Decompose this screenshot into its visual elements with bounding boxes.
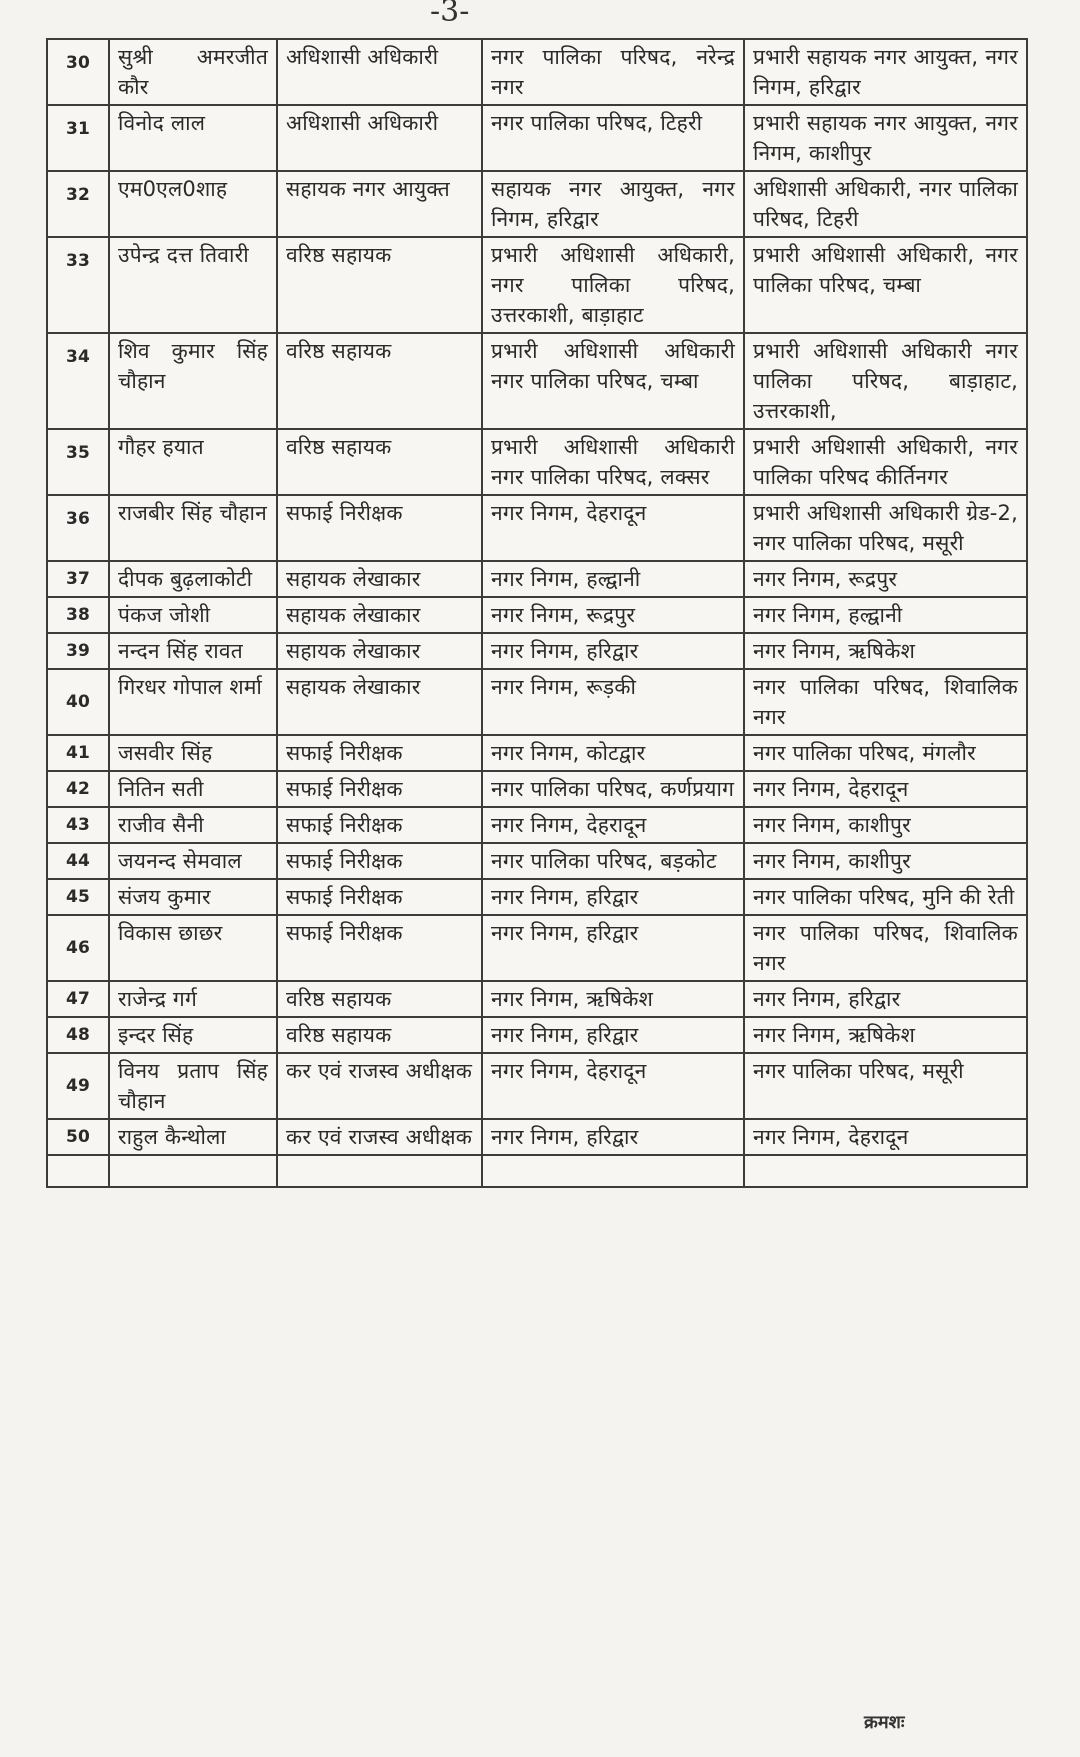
new-posting-cell: प्रभारी अधिशासी अधिकारी, नगर पालिका परिषद, चम्बा	[744, 237, 1027, 333]
employee-name-cell: उपेन्द्र दत्त तिवारी	[109, 237, 277, 333]
serial-number-cell: 34	[47, 333, 109, 429]
employee-name-cell: नितिन सती	[109, 771, 277, 807]
transfer-table-body	[47, 39, 1027, 1187]
table-row	[47, 561, 1027, 597]
new-posting-cell: नगर पालिका परिषद, शिवालिक नगर	[744, 915, 1027, 981]
current-posting-cell: नगर निगम, देहरादून	[482, 807, 744, 843]
current-posting-cell: नगर पालिका परिषद, नरेन्द्र नगर	[482, 39, 744, 105]
designation-cell: वरिष्ठ सहायक	[277, 429, 482, 495]
table-row	[47, 429, 1027, 495]
current-posting-cell: नगर निगम, देहरादून	[482, 495, 744, 561]
table-row	[47, 1119, 1027, 1155]
table-row	[47, 333, 1027, 429]
employee-name-cell: राजेन्द्र गर्ग	[109, 981, 277, 1017]
new-posting-cell: नगर निगम, हरिद्वार	[744, 981, 1027, 1017]
employee-name-cell: इन्दर सिंह	[109, 1017, 277, 1053]
transfer-table	[46, 38, 1028, 1188]
current-posting-cell: नगर पालिका परिषद, बड़कोट	[482, 843, 744, 879]
designation-cell: सहायक नगर आयुक्त	[277, 171, 482, 237]
employee-name-cell: पंकज जोशी	[109, 597, 277, 633]
designation-cell: अधिशासी अधिकारी	[277, 105, 482, 171]
new-posting-cell: नगर पालिका परिषद, मसूरी	[744, 1053, 1027, 1119]
new-posting-cell: नगर पालिका परिषद, शिवालिक नगर	[744, 669, 1027, 735]
employee-name-cell: गिरधर गोपाल शर्मा	[109, 669, 277, 735]
serial-number-cell: 50	[47, 1119, 109, 1155]
designation-cell: कर एवं राजस्व अधीक्षक	[277, 1053, 482, 1119]
serial-number-cell: 49	[47, 1053, 109, 1119]
employee-name-cell: सुश्री अमरजीत कौर	[109, 39, 277, 105]
serial-number-cell: 36	[47, 495, 109, 561]
new-posting-cell: नगर निगम, काशीपुर	[744, 807, 1027, 843]
employee-name-cell: राजबीर सिंह चौहान	[109, 495, 277, 561]
new-posting-cell: नगर निगम, देहरादून	[744, 1119, 1027, 1155]
continued-note: क्रमशः	[864, 1712, 905, 1733]
new-posting-cell: प्रभारी सहायक नगर आयुक्त, नगर निगम, काशीपुर	[744, 105, 1027, 171]
table-row	[47, 633, 1027, 669]
empty-cell	[47, 1155, 109, 1187]
page-number-marker: -3-	[430, 0, 470, 29]
table-row	[47, 1053, 1027, 1119]
designation-cell: सफाई निरीक्षक	[277, 807, 482, 843]
table-row	[47, 669, 1027, 735]
designation-cell: अधिशासी अधिकारी	[277, 39, 482, 105]
designation-cell: वरिष्ठ सहायक	[277, 1017, 482, 1053]
table-row	[47, 105, 1027, 171]
serial-number-cell: 35	[47, 429, 109, 495]
employee-name-cell: शिव कुमार सिंह चौहान	[109, 333, 277, 429]
serial-number-cell: 47	[47, 981, 109, 1017]
designation-cell: कर एवं राजस्व अधीक्षक	[277, 1119, 482, 1155]
employee-name-cell: जसवीर सिंह	[109, 735, 277, 771]
serial-number-cell: 30	[47, 39, 109, 105]
serial-number-cell: 32	[47, 171, 109, 237]
new-posting-cell: नगर पालिका परिषद, मुनि की रेती	[744, 879, 1027, 915]
new-posting-cell: अधिशासी अधिकारी, नगर पालिका परिषद, टिहरी	[744, 171, 1027, 237]
employee-name-cell: एम0एल0शाह	[109, 171, 277, 237]
employee-name-cell: नन्दन सिंह रावत	[109, 633, 277, 669]
empty-table-row	[47, 1155, 1027, 1187]
empty-cell	[744, 1155, 1027, 1187]
current-posting-cell: नगर निगम, हरिद्वार	[482, 633, 744, 669]
table-row	[47, 171, 1027, 237]
serial-number-cell: 37	[47, 561, 109, 597]
transfer-list-sheet	[46, 38, 1026, 1188]
empty-cell	[277, 1155, 482, 1187]
serial-number-cell: 44	[47, 843, 109, 879]
designation-cell: सहायक लेखाकार	[277, 669, 482, 735]
serial-number-cell: 39	[47, 633, 109, 669]
current-posting-cell: नगर निगम, हरिद्वार	[482, 1119, 744, 1155]
table-row	[47, 495, 1027, 561]
new-posting-cell: नगर निगम, हल्द्वानी	[744, 597, 1027, 633]
serial-number-cell: 48	[47, 1017, 109, 1053]
current-posting-cell: नगर निगम, देहरादून	[482, 1053, 744, 1119]
new-posting-cell: नगर निगम, ऋषिकेश	[744, 1017, 1027, 1053]
table-row	[47, 807, 1027, 843]
empty-cell	[109, 1155, 277, 1187]
current-posting-cell: नगर निगम, हरिद्वार	[482, 915, 744, 981]
current-posting-cell: प्रभारी अधिशासी अधिकारी, नगर पालिका परिषद, उत्तरकाशी, बाड़ाहाट	[482, 237, 744, 333]
serial-number-cell: 46	[47, 915, 109, 981]
current-posting-cell: नगर पालिका परिषद, कर्णप्रयाग	[482, 771, 744, 807]
serial-number-cell: 31	[47, 105, 109, 171]
designation-cell: सफाई निरीक्षक	[277, 495, 482, 561]
table-row	[47, 915, 1027, 981]
serial-number-cell: 45	[47, 879, 109, 915]
employee-name-cell: गौहर हयात	[109, 429, 277, 495]
new-posting-cell: प्रभारी अधिशासी अधिकारी नगर पालिका परिषद, बाड़ाहाट, उत्तरकाशी,	[744, 333, 1027, 429]
new-posting-cell: नगर निगम, देहरादून	[744, 771, 1027, 807]
designation-cell: वरिष्ठ सहायक	[277, 237, 482, 333]
current-posting-cell: नगर निगम, हल्द्वानी	[482, 561, 744, 597]
designation-cell: सहायक लेखाकार	[277, 633, 482, 669]
employee-name-cell: संजय कुमार	[109, 879, 277, 915]
current-posting-cell: नगर निगम, रूड़की	[482, 669, 744, 735]
table-row	[47, 39, 1027, 105]
current-posting-cell: नगर निगम, हरिद्वार	[482, 879, 744, 915]
current-posting-cell: नगर निगम, ऋषिकेश	[482, 981, 744, 1017]
employee-name-cell: विनय प्रताप सिंह चौहान	[109, 1053, 277, 1119]
table-row	[47, 843, 1027, 879]
serial-number-cell: 42	[47, 771, 109, 807]
table-row	[47, 237, 1027, 333]
employee-name-cell: जयनन्द सेमवाल	[109, 843, 277, 879]
designation-cell: सहायक लेखाकार	[277, 561, 482, 597]
current-posting-cell: प्रभारी अधिशासी अधिकारी नगर पालिका परिषद, चम्बा	[482, 333, 744, 429]
table-row	[47, 1017, 1027, 1053]
new-posting-cell: नगर निगम, रूद्रपुर	[744, 561, 1027, 597]
serial-number-cell: 43	[47, 807, 109, 843]
current-posting-cell: नगर निगम, रूद्रपुर	[482, 597, 744, 633]
new-posting-cell: नगर पालिका परिषद, मंगलौर	[744, 735, 1027, 771]
designation-cell: सफाई निरीक्षक	[277, 879, 482, 915]
current-posting-cell: नगर निगम, हरिद्वार	[482, 1017, 744, 1053]
current-posting-cell: नगर निगम, कोटद्वार	[482, 735, 744, 771]
designation-cell: सफाई निरीक्षक	[277, 843, 482, 879]
new-posting-cell: नगर निगम, काशीपुर	[744, 843, 1027, 879]
new-posting-cell: प्रभारी अधिशासी अधिकारी ग्रेड-2, नगर पालिका परिषद, मसूरी	[744, 495, 1027, 561]
designation-cell: वरिष्ठ सहायक	[277, 981, 482, 1017]
table-row	[47, 771, 1027, 807]
employee-name-cell: राहुल कैन्थोला	[109, 1119, 277, 1155]
employee-name-cell: विनोद लाल	[109, 105, 277, 171]
designation-cell: सफाई निरीक्षक	[277, 915, 482, 981]
designation-cell: सफाई निरीक्षक	[277, 735, 482, 771]
current-posting-cell: प्रभारी अधिशासी अधिकारी नगर पालिका परिषद, लक्सर	[482, 429, 744, 495]
table-row	[47, 981, 1027, 1017]
serial-number-cell: 40	[47, 669, 109, 735]
table-row	[47, 735, 1027, 771]
serial-number-cell: 38	[47, 597, 109, 633]
current-posting-cell: सहायक नगर आयुक्त, नगर निगम, हरिद्वार	[482, 171, 744, 237]
serial-number-cell: 41	[47, 735, 109, 771]
current-posting-cell: नगर पालिका परिषद, टिहरी	[482, 105, 744, 171]
employee-name-cell: विकास छाछर	[109, 915, 277, 981]
new-posting-cell: नगर निगम, ऋषिकेश	[744, 633, 1027, 669]
designation-cell: सहायक लेखाकार	[277, 597, 482, 633]
designation-cell: वरिष्ठ सहायक	[277, 333, 482, 429]
employee-name-cell: राजीव सैनी	[109, 807, 277, 843]
table-row	[47, 597, 1027, 633]
designation-cell: सफाई निरीक्षक	[277, 771, 482, 807]
empty-cell	[482, 1155, 744, 1187]
employee-name-cell: दीपक बुढ़लाकोटी	[109, 561, 277, 597]
table-row	[47, 879, 1027, 915]
serial-number-cell: 33	[47, 237, 109, 333]
new-posting-cell: प्रभारी सहायक नगर आयुक्त, नगर निगम, हरिद्वार	[744, 39, 1027, 105]
new-posting-cell: प्रभारी अधिशासी अधिकारी, नगर पालिका परिषद कीर्तिनगर	[744, 429, 1027, 495]
